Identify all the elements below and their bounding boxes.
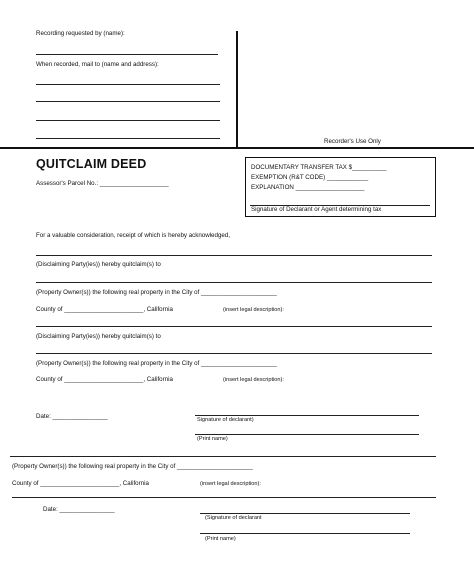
recorder-section-rule (0, 147, 474, 149)
explanation-field[interactable]: EXPLANATION ____________________ (251, 184, 365, 191)
legal-description-label-3: (insert legal description): (200, 481, 261, 487)
transfer-tax-field[interactable]: DOCUMENTARY TRANSFER TAX $__________ (251, 164, 387, 171)
signature-label-2: (Signature of declarant (205, 515, 262, 521)
mail-to-line-3[interactable] (36, 120, 220, 121)
requested-by-line[interactable] (36, 54, 218, 55)
mail-to-line-4[interactable] (36, 138, 220, 139)
print-name-line-1[interactable] (195, 434, 419, 435)
signature-line-1[interactable] (195, 415, 419, 416)
county-field-2[interactable]: County of _______________________, California (36, 376, 173, 383)
mail-to-line-1[interactable] (36, 84, 220, 85)
mail-to-line-2[interactable] (36, 101, 220, 102)
grantee-line-1[interactable] (36, 282, 432, 283)
date-field-1[interactable]: Date: ________________ (36, 413, 108, 420)
signature-label-1: Signature of declarant) (197, 417, 254, 423)
legal-description-label-1: (insert legal description): (223, 307, 284, 313)
legal-description-line-3[interactable] (12, 497, 436, 498)
property-owner-text-2[interactable]: (Property Owner(s)) the following real property in the City of ______________________ (36, 360, 277, 367)
consideration-text: For a valuable consideration, receipt of which is hereby acknowledged, (36, 232, 230, 239)
disclaiming-text-2: (Disclaiming Party(ies)) hereby quitclaim(s) to (36, 333, 161, 340)
mail-to-label: When recorded, mail to (name and address): (36, 61, 159, 68)
recorders-use-label: Recorder's Use Only (324, 138, 381, 145)
legal-description-label-2: (insert legal description): (223, 377, 284, 383)
transfer-tax-box (245, 157, 436, 217)
grantee-line-2[interactable] (36, 353, 432, 354)
print-name-label-2: (Print name) (205, 536, 236, 542)
exemption-field[interactable]: EXEMPTION (R&T CODE) ____________ (251, 174, 369, 181)
county-field-1[interactable]: County of _______________________, California (36, 306, 173, 313)
recorder-divider (236, 31, 238, 147)
disclaiming-text-1: (Disclaiming Party(ies)) hereby quitclaim(s) to (36, 261, 161, 268)
date-field-2[interactable]: Date: ________________ (43, 506, 115, 513)
parcel-number-field[interactable]: Assessor's Parcel No.: ____________________ (36, 180, 169, 187)
property-owner-text-1[interactable]: (Property Owner(s)) the following real property in the City of ______________________ (36, 289, 277, 296)
page-title: QUITCLAIM DEED (36, 157, 147, 171)
signature-line-2[interactable] (200, 513, 410, 514)
county-field-3[interactable]: County of _______________________, California (12, 480, 149, 487)
tax-signature-label: Signature of Declarant or Agent determining tax (251, 206, 382, 213)
grantor-line-1[interactable] (36, 255, 432, 256)
grantee-line-3[interactable] (10, 456, 436, 457)
property-owner-text-3[interactable]: (Property Owner(s)) the following real property in the City of ______________________ (12, 463, 253, 470)
recording-requested-label: Recording requested by (name): (36, 30, 125, 37)
print-name-label-1: (Print name) (197, 436, 228, 442)
print-name-line-2[interactable] (200, 533, 410, 534)
legal-description-line-1[interactable] (36, 326, 432, 327)
